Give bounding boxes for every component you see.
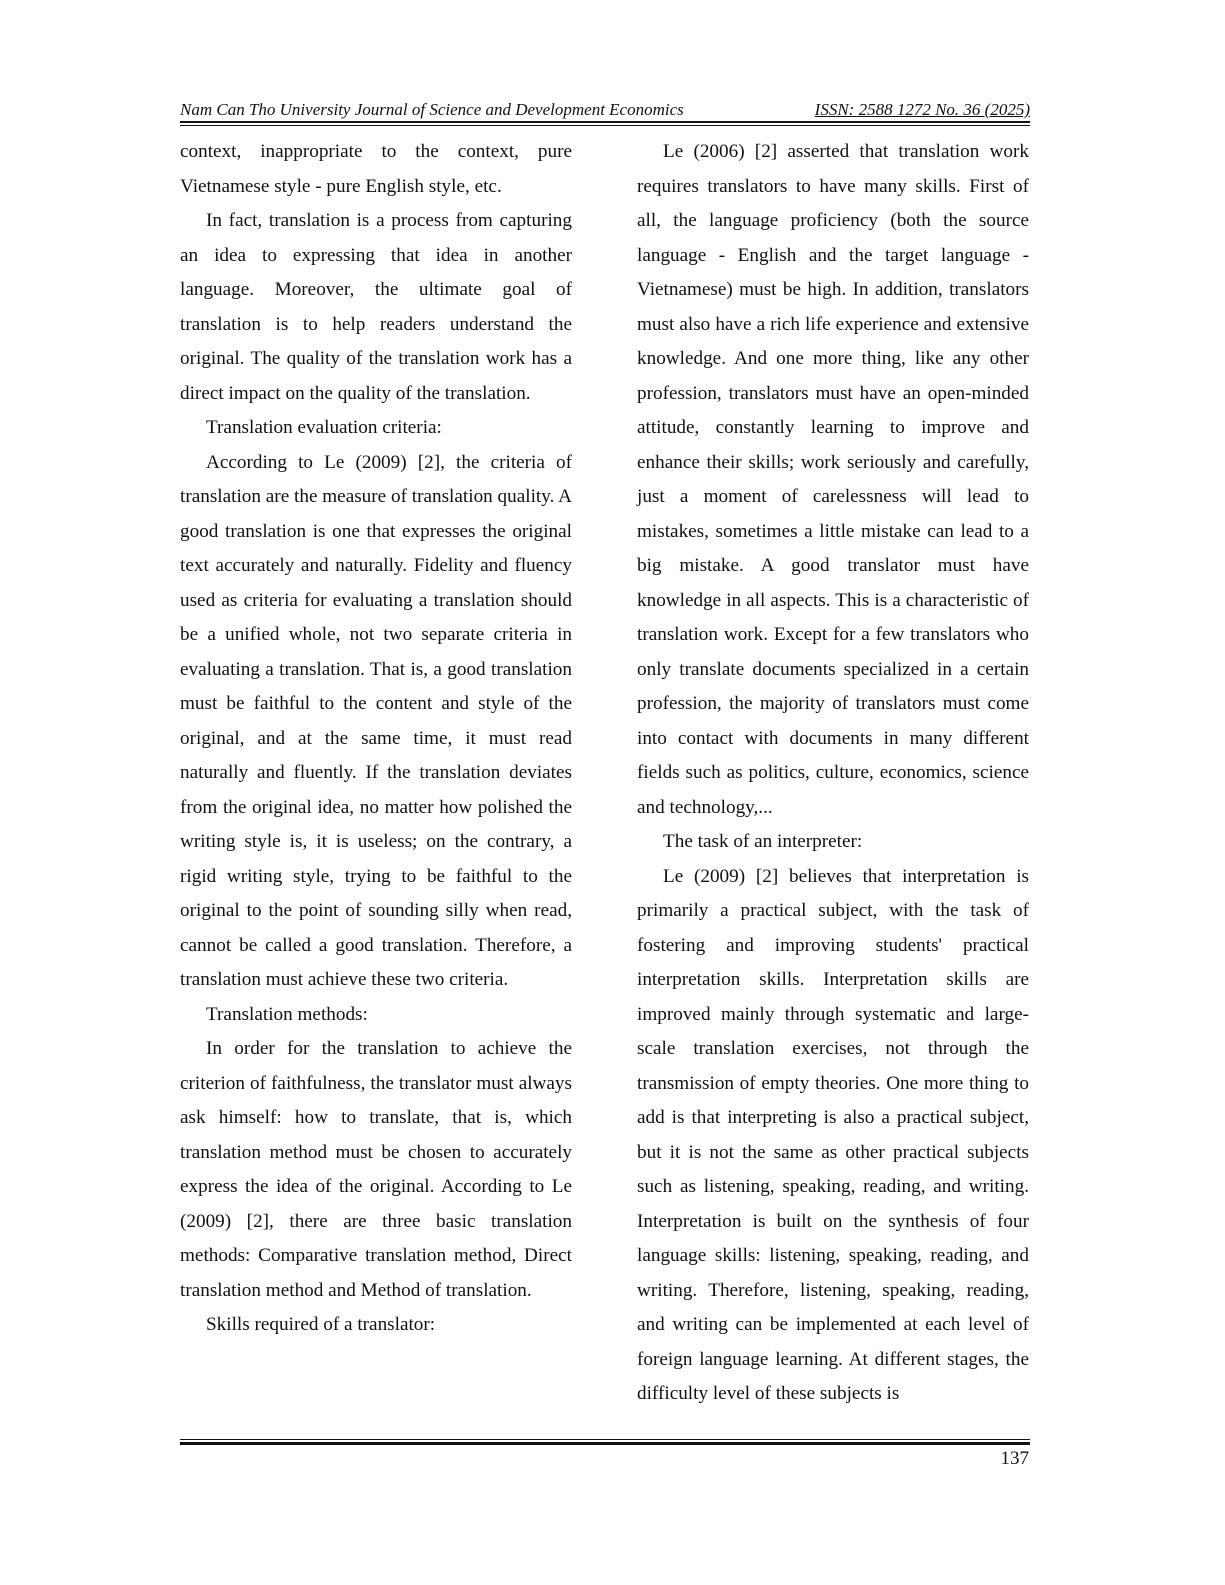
header-rule-thin <box>180 125 1030 126</box>
footer-rule-thin <box>180 1439 1030 1440</box>
paragraph: Le (2009) [2] believes that interpretation is primarily a practical subject, with the task of fostering and improving students' practical interpretation skills. Interpretation skills are improved mainly through systematic and large-scale translation exercises, not through the transmission of empty theories. One more thing to add is that interpreting is also a practical subject, but it is not the same as other practical subjects such as listening, speaking, reading, and writing. Interpretation is built on the synthesis of four language skills: listening, speaking, reading, and writing. Therefore, listening, speaking, reading, and writing can be implemented at each level of foreign language learning. At different stages, the difficulty level of these subjects is <box>637 865 1029 1404</box>
section-heading: The task of an interpreter: <box>663 831 863 852</box>
right-column <box>637 135 1029 1412</box>
page-number: 137 <box>1000 1448 1029 1469</box>
paragraph: In order for the translation to achieve the criterion of faithfulness, the translator must always ask himself: how to translate, that is, which translation method must be chosen to accurately express the idea of the original. According to Le (2009) [2], there are three basic translation methods: Comparative translation method, Direct translation method and Method of translation. <box>180 1038 572 1301</box>
section-heading: Translation evaluation criteria: <box>206 417 442 438</box>
paragraph: According to Le (2009) [2], the criteria of translation are the measure of translation quality. A good translation is one that expresses the original text accurately and naturally. Fidelity and fluency used as criteria for evaluating a translation should be a unified whole, not two separate criteria in evaluating a translation. That is, a good translation must be faithful to the content and style of the original, and at the same time, it must read naturally and fluently. If the translation deviates from the original idea, no matter how polished the writing style is, it is useless; on the contrary, a rigid writing style, trying to be faithful to the original to the point of sounding silly when read, cannot be called a good translation. Therefore, a translation must achieve these two criteria. <box>180 451 572 990</box>
journal-title: Nam Can Tho University Journal of Science and Development Economics <box>180 100 684 119</box>
running-header <box>180 98 1030 122</box>
section-heading: Translation methods: <box>206 1003 368 1025</box>
footer-rule-thick <box>180 1442 1030 1445</box>
issn-issue-label: ISSN: 2588 1272 No. 36 (2025) <box>814 100 1030 119</box>
header-rule-thick <box>180 121 1030 123</box>
paragraph: context, inappropriate to the context, pure Vietnamese style - pure English style, etc. <box>180 141 572 197</box>
section-heading: Skills required of a translator: <box>206 1314 436 1335</box>
paragraph: In fact, translation is a process from capturing an idea to expressing that idea in another language. Moreover, the ultimate goal of translation is to help readers understand the original. The quality of the translation work has a direct impact on the quality of the translation. <box>180 210 572 404</box>
paragraph: Le (2006) [2] asserted that translation work requires translators to have many skills. First of all, the language proficiency (both the source language - English and the target language - Vietnamese) must be high. In addition, translators must also have a rich life experience and extensive knowledge. And one more thing, like any other profession, translators must have an open-minded attitude, constantly learning to improve and enhance their skills; work seriously and carefully, just a moment of carelessness will lead to mistakes, sometimes a little mistake can lead to a big mistake. A good translator must have knowledge in all aspects. This is a characteristic of translation work. Except for a few translators who only translate documents specialized in a certain profession, the majority of translators must come into contact with documents in many different fields such as politics, culture, economics, science and technology,... <box>637 141 1029 818</box>
left-column <box>180 135 572 1343</box>
